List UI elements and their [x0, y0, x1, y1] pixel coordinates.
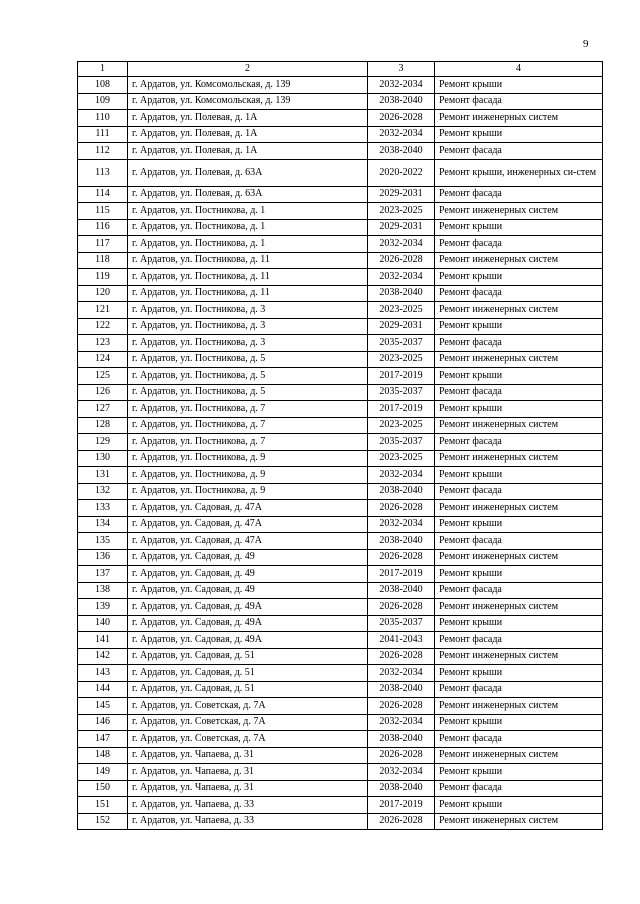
row-address: г. Ардатов, ул. Постникова, д. 3	[128, 318, 368, 335]
table-row	[78, 632, 603, 649]
row-number: 123	[78, 335, 128, 352]
row-number: 147	[78, 731, 128, 748]
row-period: 2026-2028	[368, 500, 435, 517]
row-period: 2023-2025	[368, 351, 435, 368]
row-work-type: Ремонт фасада	[435, 780, 603, 797]
row-work-type: Ремонт крыши	[435, 665, 603, 682]
row-address: г. Ардатов, ул. Постникова, д. 7	[128, 417, 368, 434]
row-period: 2023-2025	[368, 417, 435, 434]
row-address: г. Ардатов, ул. Садовая, д. 51	[128, 665, 368, 682]
table-row	[78, 252, 603, 269]
row-number: 128	[78, 417, 128, 434]
row-address: г. Ардатов, ул. Постникова, д. 5	[128, 351, 368, 368]
row-work-type: Ремонт фасада	[435, 632, 603, 649]
row-number: 115	[78, 203, 128, 220]
row-address: г. Ардатов, ул. Постникова, д. 11	[128, 269, 368, 286]
row-work-type: Ремонт инженерных систем	[435, 110, 603, 127]
table-row	[78, 797, 603, 814]
row-address: г. Ардатов, ул. Садовая, д. 47А	[128, 533, 368, 550]
row-address: г. Ардатов, ул. Садовая, д. 51	[128, 648, 368, 665]
table-row	[78, 467, 603, 484]
row-period: 2026-2028	[368, 599, 435, 616]
row-period: 2017-2019	[368, 797, 435, 814]
row-address: г. Ардатов, ул. Постникова, д. 3	[128, 335, 368, 352]
row-work-type: Ремонт инженерных систем	[435, 698, 603, 715]
row-work-type: Ремонт крыши	[435, 77, 603, 94]
table-row	[78, 236, 603, 253]
row-address: г. Ардатов, ул. Постникова, д. 1	[128, 203, 368, 220]
row-number: 135	[78, 533, 128, 550]
row-number: 134	[78, 516, 128, 533]
row-work-type: Ремонт фасада	[435, 93, 603, 110]
table-row	[78, 681, 603, 698]
row-address: г. Ардатов, ул. Садовая, д. 49А	[128, 615, 368, 632]
row-period: 2032-2034	[368, 269, 435, 286]
row-period: 2023-2025	[368, 302, 435, 319]
row-address: г. Ардатов, ул. Постникова, д. 1	[128, 219, 368, 236]
table-row	[78, 159, 603, 186]
row-work-type: Ремонт фасада	[435, 335, 603, 352]
row-number: 151	[78, 797, 128, 814]
row-work-type: Ремонт крыши	[435, 566, 603, 583]
row-address: г. Ардатов, ул. Чапаева, д. 31	[128, 780, 368, 797]
table-row	[78, 417, 603, 434]
row-period: 2026-2028	[368, 110, 435, 127]
row-number: 148	[78, 747, 128, 764]
row-number: 146	[78, 714, 128, 731]
row-address: г. Ардатов, ул. Чапаева, д. 33	[128, 813, 368, 830]
row-period: 2029-2031	[368, 219, 435, 236]
row-address: г. Ардатов, ул. Комсомольская, д. 139	[128, 93, 368, 110]
row-address: г. Ардатов, ул. Советская, д. 7А	[128, 731, 368, 748]
row-work-type: Ремонт фасада	[435, 236, 603, 253]
row-number: 129	[78, 434, 128, 451]
row-address: г. Ардатов, ул. Постникова, д. 11	[128, 252, 368, 269]
row-number: 142	[78, 648, 128, 665]
table-row	[78, 126, 603, 143]
table-row	[78, 285, 603, 302]
repair-schedule-table	[77, 61, 603, 830]
table-row	[78, 401, 603, 418]
table-row	[78, 813, 603, 830]
row-address: г. Ардатов, ул. Чапаева, д. 33	[128, 797, 368, 814]
row-work-type: Ремонт крыши	[435, 219, 603, 236]
row-number: 132	[78, 483, 128, 500]
row-period: 2026-2028	[368, 252, 435, 269]
row-work-type: Ремонт крыши	[435, 318, 603, 335]
table-body	[78, 77, 603, 830]
row-period: 2026-2028	[368, 648, 435, 665]
column-header-address: 2	[128, 62, 368, 77]
table-row	[78, 747, 603, 764]
row-period: 2038-2040	[368, 93, 435, 110]
row-address: г. Ардатов, ул. Полевая, д. 1А	[128, 110, 368, 127]
table-row	[78, 143, 603, 160]
row-number: 121	[78, 302, 128, 319]
table-row	[78, 186, 603, 203]
row-number: 126	[78, 384, 128, 401]
table-row	[78, 434, 603, 451]
row-address: г. Ардатов, ул. Чапаева, д. 31	[128, 764, 368, 781]
row-address: г. Ардатов, ул. Постникова, д. 11	[128, 285, 368, 302]
row-period: 2032-2034	[368, 516, 435, 533]
row-address: г. Ардатов, ул. Садовая, д. 49А	[128, 632, 368, 649]
row-work-type: Ремонт фасада	[435, 285, 603, 302]
row-period: 2032-2034	[368, 236, 435, 253]
table-row	[78, 698, 603, 715]
row-address: г. Ардатов, ул. Садовая, д. 49А	[128, 599, 368, 616]
page-number: 9	[583, 38, 589, 50]
row-number: 138	[78, 582, 128, 599]
row-period: 2038-2040	[368, 285, 435, 302]
row-number: 116	[78, 219, 128, 236]
table-row	[78, 500, 603, 517]
row-address: г. Ардатов, ул. Советская, д. 7А	[128, 698, 368, 715]
row-number: 150	[78, 780, 128, 797]
table-row	[78, 764, 603, 781]
row-number: 133	[78, 500, 128, 517]
row-period: 2038-2040	[368, 582, 435, 599]
row-period: 2035-2037	[368, 384, 435, 401]
row-period: 2023-2025	[368, 450, 435, 467]
row-work-type: Ремонт крыши	[435, 401, 603, 418]
table-row	[78, 582, 603, 599]
row-period: 2029-2031	[368, 318, 435, 335]
row-number: 114	[78, 186, 128, 203]
row-work-type: Ремонт инженерных систем	[435, 417, 603, 434]
table-row	[78, 566, 603, 583]
row-number: 117	[78, 236, 128, 253]
row-period: 2017-2019	[368, 566, 435, 583]
row-number: 140	[78, 615, 128, 632]
row-number: 141	[78, 632, 128, 649]
row-work-type: Ремонт фасада	[435, 434, 603, 451]
table-row	[78, 351, 603, 368]
row-work-type: Ремонт инженерных систем	[435, 302, 603, 319]
row-number: 152	[78, 813, 128, 830]
row-period: 2032-2034	[368, 126, 435, 143]
table-row	[78, 219, 603, 236]
row-work-type: Ремонт фасада	[435, 384, 603, 401]
row-number: 119	[78, 269, 128, 286]
row-number: 137	[78, 566, 128, 583]
row-work-type: Ремонт крыши	[435, 126, 603, 143]
row-work-type: Ремонт фасада	[435, 582, 603, 599]
row-work-type: Ремонт инженерных систем	[435, 599, 603, 616]
table-row	[78, 368, 603, 385]
row-work-type: Ремонт фасада	[435, 681, 603, 698]
row-work-type: Ремонт крыши	[435, 714, 603, 731]
row-number: 111	[78, 126, 128, 143]
table-header	[78, 62, 603, 77]
row-period: 2023-2025	[368, 203, 435, 220]
column-header-number: 1	[78, 62, 128, 77]
table-row	[78, 450, 603, 467]
row-period: 2038-2040	[368, 483, 435, 500]
row-number: 130	[78, 450, 128, 467]
row-address: г. Ардатов, ул. Постникова, д. 1	[128, 236, 368, 253]
row-address: г. Ардатов, ул. Полевая, д. 63А	[128, 159, 368, 186]
table-row	[78, 318, 603, 335]
table-row	[78, 599, 603, 616]
row-number: 139	[78, 599, 128, 616]
row-period: 2035-2037	[368, 434, 435, 451]
row-number: 110	[78, 110, 128, 127]
table-row	[78, 384, 603, 401]
table-row	[78, 269, 603, 286]
row-address: г. Ардатов, ул. Садовая, д. 47А	[128, 500, 368, 517]
row-work-type: Ремонт инженерных систем	[435, 648, 603, 665]
row-address: г. Ардатов, ул. Садовая, д. 51	[128, 681, 368, 698]
row-period: 2038-2040	[368, 780, 435, 797]
table-row	[78, 110, 603, 127]
row-period: 2029-2031	[368, 186, 435, 203]
row-period: 2032-2034	[368, 77, 435, 94]
row-address: г. Ардатов, ул. Садовая, д. 47А	[128, 516, 368, 533]
table-row	[78, 648, 603, 665]
row-address: г. Ардатов, ул. Комсомольская, д. 139	[128, 77, 368, 94]
table-row	[78, 714, 603, 731]
row-work-type: Ремонт крыши, инженерных си-стем	[435, 159, 603, 186]
row-period: 2026-2028	[368, 813, 435, 830]
row-work-type: Ремонт фасада	[435, 731, 603, 748]
row-period: 2038-2040	[368, 143, 435, 160]
row-period: 2038-2040	[368, 533, 435, 550]
table-row	[78, 483, 603, 500]
row-work-type: Ремонт крыши	[435, 269, 603, 286]
row-period: 2032-2034	[368, 665, 435, 682]
row-work-type: Ремонт фасада	[435, 143, 603, 160]
row-number: 120	[78, 285, 128, 302]
table-row	[78, 203, 603, 220]
row-period: 2038-2040	[368, 681, 435, 698]
row-work-type: Ремонт крыши	[435, 797, 603, 814]
row-period: 2017-2019	[368, 368, 435, 385]
row-period: 2038-2040	[368, 731, 435, 748]
row-period: 2032-2034	[368, 764, 435, 781]
row-number: 131	[78, 467, 128, 484]
table-row	[78, 335, 603, 352]
table-row	[78, 93, 603, 110]
row-number: 118	[78, 252, 128, 269]
row-number: 143	[78, 665, 128, 682]
row-number: 124	[78, 351, 128, 368]
row-period: 2026-2028	[368, 549, 435, 566]
row-period: 2041-2043	[368, 632, 435, 649]
row-period: 2035-2037	[368, 335, 435, 352]
row-address: г. Ардатов, ул. Советская, д. 7А	[128, 714, 368, 731]
row-work-type: Ремонт инженерных систем	[435, 813, 603, 830]
row-work-type: Ремонт инженерных систем	[435, 549, 603, 566]
row-number: 125	[78, 368, 128, 385]
row-period: 2035-2037	[368, 615, 435, 632]
row-number: 122	[78, 318, 128, 335]
row-address: г. Ардатов, ул. Постникова, д. 7	[128, 401, 368, 418]
row-number: 136	[78, 549, 128, 566]
row-number: 149	[78, 764, 128, 781]
row-address: г. Ардатов, ул. Садовая, д. 49	[128, 582, 368, 599]
row-period: 2026-2028	[368, 698, 435, 715]
row-period: 2017-2019	[368, 401, 435, 418]
row-address: г. Ардатов, ул. Полевая, д. 63А	[128, 186, 368, 203]
row-period: 2020-2022	[368, 159, 435, 186]
row-number: 127	[78, 401, 128, 418]
table-row	[78, 780, 603, 797]
row-period: 2032-2034	[368, 467, 435, 484]
row-address: г. Ардатов, ул. Постникова, д. 7	[128, 434, 368, 451]
table-row	[78, 516, 603, 533]
row-number: 108	[78, 77, 128, 94]
row-work-type: Ремонт инженерных систем	[435, 203, 603, 220]
row-address: г. Ардатов, ул. Садовая, д. 49	[128, 549, 368, 566]
row-period: 2032-2034	[368, 714, 435, 731]
row-work-type: Ремонт крыши	[435, 368, 603, 385]
row-address: г. Ардатов, ул. Постникова, д. 9	[128, 467, 368, 484]
row-number: 113	[78, 159, 128, 186]
row-work-type: Ремонт инженерных систем	[435, 351, 603, 368]
table-row	[78, 731, 603, 748]
row-work-type: Ремонт крыши	[435, 764, 603, 781]
row-address: г. Ардатов, ул. Садовая, д. 49	[128, 566, 368, 583]
row-work-type: Ремонт крыши	[435, 467, 603, 484]
row-work-type: Ремонт инженерных систем	[435, 450, 603, 467]
row-number: 112	[78, 143, 128, 160]
column-header-period: 3	[368, 62, 435, 77]
row-address: г. Ардатов, ул. Постникова, д. 9	[128, 483, 368, 500]
table-row	[78, 615, 603, 632]
header-row	[78, 62, 603, 77]
row-number: 109	[78, 93, 128, 110]
row-period: 2026-2028	[368, 747, 435, 764]
row-number: 145	[78, 698, 128, 715]
table-row	[78, 302, 603, 319]
row-work-type: Ремонт инженерных систем	[435, 500, 603, 517]
row-work-type: Ремонт инженерных систем	[435, 252, 603, 269]
column-header-work: 4	[435, 62, 603, 77]
row-work-type: Ремонт фасада	[435, 186, 603, 203]
table-row	[78, 77, 603, 94]
row-work-type: Ремонт крыши	[435, 516, 603, 533]
row-address: г. Ардатов, ул. Постникова, д. 5	[128, 384, 368, 401]
row-number: 144	[78, 681, 128, 698]
table-row	[78, 549, 603, 566]
row-address: г. Ардатов, ул. Полевая, д. 1А	[128, 143, 368, 160]
row-address: г. Ардатов, ул. Постникова, д. 3	[128, 302, 368, 319]
row-address: г. Ардатов, ул. Постникова, д. 9	[128, 450, 368, 467]
row-work-type: Ремонт инженерных систем	[435, 747, 603, 764]
row-work-type: Ремонт крыши	[435, 615, 603, 632]
table-row	[78, 665, 603, 682]
row-address: г. Ардатов, ул. Полевая, д. 1А	[128, 126, 368, 143]
row-work-type: Ремонт фасада	[435, 533, 603, 550]
row-work-type: Ремонт фасада	[435, 483, 603, 500]
table-row	[78, 533, 603, 550]
row-address: г. Ардатов, ул. Чапаева, д. 31	[128, 747, 368, 764]
row-address: г. Ардатов, ул. Постникова, д. 5	[128, 368, 368, 385]
